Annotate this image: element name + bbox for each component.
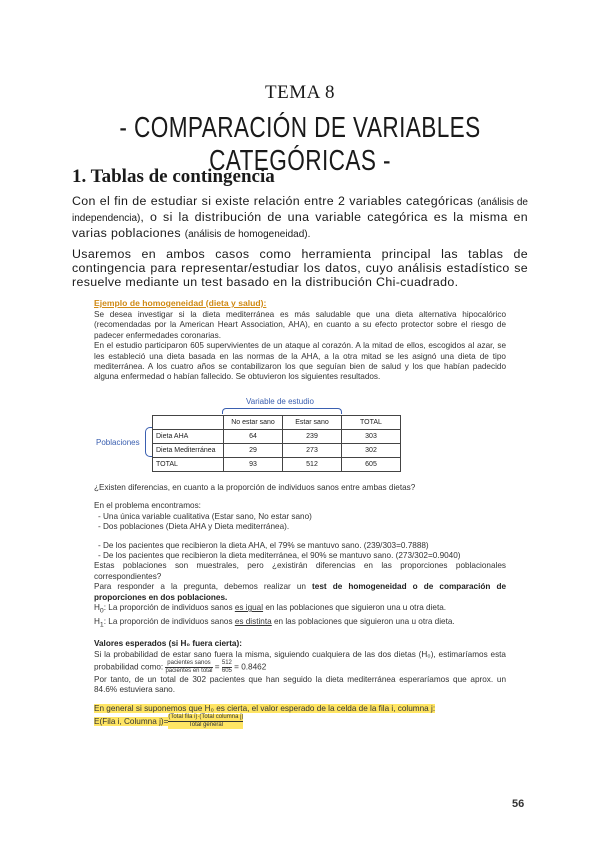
- expected-conclusion: Por tanto, de un total de 302 pacientes que han seguido la dieta mediterránea esperaríamos que aprox. un 84.6% estuviera sano.: [94, 674, 506, 695]
- table-cell: 605: [342, 458, 401, 472]
- example-title: Ejemplo de homogeneidad (dieta y salud):: [94, 298, 267, 308]
- intro-text: Con el fin de estudiar si existe relación entre 2 variables categóricas: [72, 194, 478, 208]
- test-statement: [94, 582, 506, 603]
- example-body-2: En el estudio participaron 605 supervivientes de un ataque al corazón. A la mitad de ellos, escogidos al azar, se les estableció una dieta basada en las normas de la AHA, a la otra mitad se les asignó una dieta de tipo mediterránea. A los cuatro años se contabilizaron los que seguían bien de salud y los que habían padecido alguna enfermedad o habían fallecido. Se obtuvieron los siguientes resultados.: [94, 341, 506, 382]
- table-cell: 239: [283, 430, 342, 444]
- fraction-denominator: Total general: [188, 722, 224, 729]
- fraction-numerator: pacientes sanos: [167, 659, 211, 666]
- section-title: Tablas de contingencia: [90, 166, 275, 187]
- null-hypothesis: [94, 603, 506, 617]
- h-text: en las poblaciones que siguieron una u otra dieta.: [263, 603, 447, 613]
- table-cell: 273: [283, 444, 342, 458]
- section-heading: [72, 166, 275, 188]
- found-heading: En el problema encontramos:: [94, 501, 201, 511]
- populations-brace: [145, 427, 152, 457]
- tema-label: TEMA 8: [264, 82, 336, 103]
- contingency-table: [152, 415, 401, 472]
- fraction-numerator: (Total fila i)·(Total columna j): [168, 714, 244, 721]
- question-text: ¿Existen diferencias, en cuanto a la proporción de individuos sanos entre ambas dietas?: [94, 483, 416, 492]
- expected-values-heading: Valores esperados (si H₀ fuera cierta):: [94, 639, 242, 649]
- h-text: en las poblaciones que siguieron una u otra dieta.: [271, 617, 455, 627]
- alternative-hypothesis: [94, 617, 506, 631]
- table-cell: Estar sano: [283, 416, 342, 430]
- table-cell: 64: [224, 430, 283, 444]
- table-cell: Dieta Mediterránea: [153, 444, 224, 458]
- h-subscript: 0: [99, 607, 104, 615]
- intro-text: , o si la distribución de una variable categórica es la misma en varias poblaciones: [72, 210, 528, 240]
- table-cell: TOTAL: [342, 416, 401, 430]
- variable-brace: [222, 408, 342, 414]
- table-row: [153, 458, 401, 472]
- table-cell: 302: [342, 444, 401, 458]
- intro-paragraph-2: Usaremos en ambos casos como herramienta principal las tablas de contingencia para representar/estudiar los datos, cuyo análisis estadístico se resuelve mediante un test basado en la distribución Chi-cuadrado.: [72, 247, 528, 289]
- table-cell: TOTAL: [153, 458, 224, 472]
- intro-paragraph-1: [72, 194, 528, 242]
- fraction-denominator: 605: [221, 667, 232, 674]
- h-emphasis: es igual: [234, 603, 264, 613]
- found-item: - Dos poblaciones (Dieta AHA y Dieta mediterránea).: [98, 522, 290, 532]
- example-analysis: [94, 483, 506, 729]
- fraction-values: [222, 660, 232, 675]
- formula-fraction: [168, 714, 243, 729]
- observation-question: Estas poblaciones son muestrales, pero ¿existirán diferencias en las proporciones poblacionales correspondientes?: [94, 561, 506, 581]
- example-body-1: Se desea investigar si la dieta mediterránea es más saludable que una dieta alternativa hipocalórico (recomendadas por la American Heart Association, AHA), en cuanto a su efecto protector sobre el riesgo de padecer enfermedades coronarias.: [94, 310, 506, 340]
- table-header-row: [153, 416, 401, 430]
- populations-label: Poblaciones: [96, 438, 140, 447]
- table-cell: No estar sano: [224, 416, 283, 430]
- general-formula-block: [94, 704, 506, 729]
- probability-result: = 0.8462: [234, 662, 267, 672]
- variable-label: Variable de estudio: [246, 397, 314, 406]
- page-number: 56: [512, 798, 525, 810]
- table-row: [153, 430, 401, 444]
- h-text: : La proporción de individuos sanos: [103, 617, 235, 627]
- observation-item: - De los pacientes que recibieron la dieta AHA, el 79% se mantuvo sano. (239/303=0.7888): [98, 540, 429, 550]
- fraction-numerator: 512: [221, 659, 232, 666]
- formula-lhs: E(Fila i, Columna j)=: [94, 716, 169, 726]
- intro-note-independence: (análisis de independencia): [72, 197, 528, 224]
- h-text: : La proporción de individuos sanos: [103, 603, 235, 613]
- section-number: 1.: [72, 166, 87, 187]
- example-body: [94, 310, 506, 383]
- test-name: test de homogeneidad o de comparación de proporciones en dos poblaciones.: [94, 582, 506, 602]
- table-cell: [153, 416, 224, 430]
- h-emphasis: es distinta: [234, 617, 272, 627]
- table-row: [153, 444, 401, 458]
- intro-note-homogeneity: (análisis de homogeneidad).: [184, 229, 311, 240]
- table-cell: 29: [224, 444, 283, 458]
- table-cell: 512: [283, 458, 342, 472]
- h-subscript: 1: [99, 621, 104, 629]
- h-symbol: H: [94, 617, 100, 627]
- test-text: Para responder a la pregunta, debemos realizar un: [94, 582, 313, 592]
- fraction-words: [165, 660, 212, 675]
- table-cell: Dieta AHA: [153, 430, 224, 444]
- expected-text: Si la probabilidad de estar sano fuera la misma, siguiendo cualquiera de las dos dietas (H₀), estimaríamos esta probabilidad como:: [94, 649, 506, 672]
- general-statement: En general si suponemos que H₀ es cierta, el valor esperado de la celda de la fila i, columna j:: [94, 703, 436, 713]
- table-cell: 93: [224, 458, 283, 472]
- table-cell: 303: [342, 430, 401, 444]
- expected-values-text: Si la probabilidad de estar sano fuera la misma, siguiendo cualquiera de las dos dietas (H₀), estimaríamos esta probabilidad como: $\frac{\text{pacientes sanos}}{\text{pacientes en total}}$ = $\frac{512}{605}$ = 0.8462: [94, 649, 506, 674]
- page-title: - COMPARACIÓN DE VARIABLES CATEGÓRICAS -: [119, 112, 481, 177]
- observation-item: - De los pacientes que recibieron la dieta mediterránea, el 90% se mantuvo sano. (273/302=0.9040): [98, 551, 461, 561]
- found-item: - Una única variable cualitativa (Estar sano, No estar sano): [98, 511, 312, 521]
- fraction-denominator: pacientes en total: [165, 667, 213, 674]
- h-symbol: H: [94, 603, 100, 613]
